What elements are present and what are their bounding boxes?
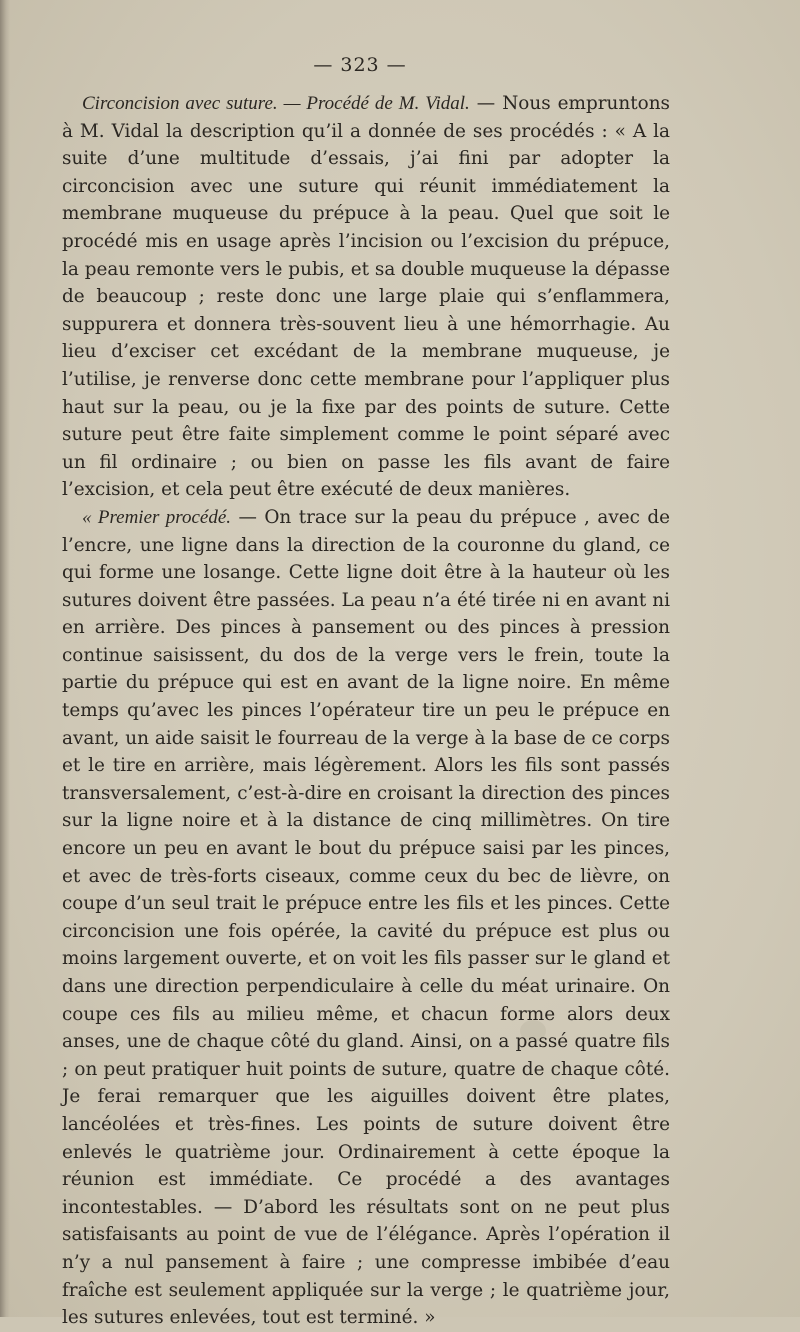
section-heading-italic: Circoncision avec suture. — Procédé de M. Vidal. bbox=[82, 93, 470, 114]
paragraph-premier-procede bbox=[62, 504, 670, 1332]
paragraph-vidal-procedure bbox=[62, 90, 670, 504]
subsection-heading-italic: « Premier procédé. bbox=[82, 506, 232, 528]
body-text bbox=[62, 90, 670, 1332]
paragraph-text: — Nous empruntons à M. Vidal la description qu’il a donnée de ses procédés : « A la suite d’une multitude d’essais, j’ai fini par adopter la circoncision avec une suture qui réunit immédiatement la membrane muqueuse du prépuce à la peau. Quel que soit le procédé mis en usage après l’incision ou l’excision du prépuce, la peau remonte vers le pubis, et sa double muqueuse la dépasse de beaucoup ; reste donc une large plaie qui s’enflammera, suppurera et donnera très-souvent lieu à une hémorrhagie. Au lieu d’exciser cet excédant de la membrane muqueuse, je l’utilise, je renverse donc cette membrane pour l’appliquer plus haut sur la peau, ou je la fixe par des points de suture. Cette suture peut être faite simplement comme le point séparé avec un fil ordinaire ; ou bien on passe les fils avant de faire l’excision, et cela peut être exécuté de deux manières. bbox=[62, 93, 670, 501]
page-spine-shadow bbox=[0, 0, 10, 1317]
paragraph-text: — On trace sur la peau du prépuce , avec de l’encre, une ligne dans la direction de la couronne du gland, ce qui forme une losange. Cette ligne doit être à la hauteur où les sutures doivent être passées. La peau n’a été tirée ni en avant ni en arrière. Des pinces à pansement ou des pinces à pression continue saisissent, du dos de la verge vers le frein, toute la partie du prépuce qui est en avant de la ligne noire. En même temps qu’avec les pinces l’opérateur tire un peu le prépuce en avant, un aide saisit le fourreau de la verge à la base de ce corps et le tire en arrière, mais légèrement. Alors les fils sont passés transversalement, c’est-à-dire en croisant la direction des pinces sur la ligne noire et à la distance de cinq millimètres. On tire encore un peu en avant le bout du prépuce saisi par les pinces, et avec de très-forts ciseaux, comme ceux du bec de lièvre, on coupe d’un seul trait le prépuce entre les fils et les pinces. Cette circoncision une fois opérée, la cavité du prépuce est plus ou moins largement ouverte, et on voit les fils passer sur le gland et dans une direction perpendiculaire à celle du méat urinaire. On coupe ces fils au milieu même, et chacun forme alors deux anses, une de chaque côté du gland. Ainsi, on a passé quatre fils ; on peut pratiquer huit points de suture, quatre de chaque côté. Je ferai remarquer que les aiguilles doivent être plates, lancéolées et très-fines. Les points de suture doivent être enlevés le quatrième jour. Ordinairement à cette époque la réunion est immédiate. Ce procédé a des avantages incontestables. — D’abord les résultats sont on ne peut plus satisfaisants au point de vue de l’élégance. Après l’opération il n’y a nul pansement à faire ; une compresse imbibée d’eau fraîche est seulement appliquée sur la verge ; le quatrième jour, les sutures enlevées, tout est terminé. » bbox=[62, 506, 671, 1329]
page-number: — 323 — bbox=[313, 54, 407, 76]
